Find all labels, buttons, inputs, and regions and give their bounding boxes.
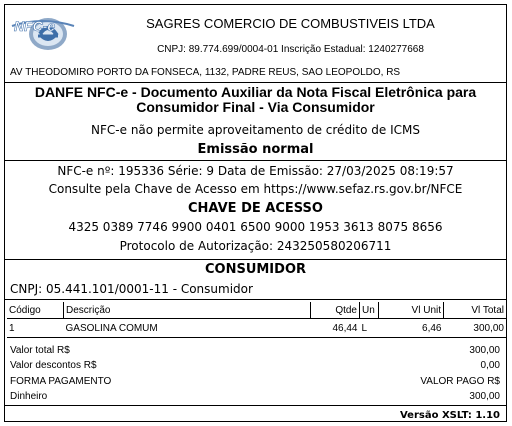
paid-label: VALOR PAGO R$ [420, 376, 500, 387]
payment-method-value: 300,00 [469, 391, 500, 402]
items-table [7, 302, 506, 338]
document-title-line1: DANFE NFC-e - Documento Auxiliar da Nota Fiscal Eletrônica para [34, 84, 477, 100]
item-total: 300,00 [444, 319, 507, 338]
document-title [5, 85, 506, 115]
col-unit: Un [360, 302, 379, 319]
divider [5, 259, 506, 260]
protocol-line: Protocolo de Autorização: 243250580206711 [119, 239, 392, 253]
col-qty: Qtde [311, 302, 360, 319]
access-key-title: CHAVE DE ACESSO [188, 201, 323, 216]
item-qty: 46,44 [311, 319, 360, 338]
credit-notice: NFC-e não permite aproveitamento de crédito de ICMS [91, 123, 420, 137]
consult-url-line: Consulte pela Chave de Acesso em https://www.sefaz.rs.gov.br/NFCE [48, 182, 463, 196]
col-code: Código [7, 302, 64, 319]
payment-label: FORMA PAGAMENTO [10, 376, 112, 387]
consumer-title: CONSUMIDOR [204, 262, 307, 277]
discount-label: Valor descontos R$ [10, 360, 97, 371]
col-description: Descrição [64, 302, 311, 319]
divider [5, 160, 506, 161]
item-unit: L [360, 319, 379, 338]
access-key: 4325 0389 7746 9900 0401 6500 9000 1953 3613 8075 8656 [68, 220, 443, 234]
nfce-number-line: NFC-e nº: 195336 Série: 9 Data de Emissão: 27/03/2025 08:19:57 [57, 164, 454, 178]
consumer-cnpj: CNPJ: 05.441.101/0001-11 - Consumidor [10, 282, 253, 296]
document-title-line2: Consumidor Final - Via Consumidor [136, 99, 375, 115]
items-header-row [7, 302, 506, 319]
divider [5, 299, 506, 300]
payment-method: Dinheiro [10, 391, 48, 402]
emission-type: Emissão normal [197, 142, 314, 157]
logo-text: NFC-e [14, 18, 56, 34]
xslt-version: Versão XSLT: 1.10 [399, 410, 500, 421]
company-address: AV THEODOMIRO PORTO DA FONSECA, 1132, PADRE REUS, SAO LEOPOLDO, RS [10, 67, 401, 78]
col-total: Vl Total [444, 302, 507, 319]
company-cnpj-ie: CNPJ: 89.774.699/0004-01 Inscrição Estadual: 1240277668 [157, 44, 424, 55]
item-description: GASOLINA COMUM [64, 319, 311, 338]
discount-value: 0,00 [480, 360, 500, 371]
col-unit-price: Vl Unit [379, 302, 444, 319]
item-code: 1 [7, 319, 64, 338]
nfce-receipt [4, 4, 507, 422]
nfce-logo [10, 12, 76, 52]
divider [5, 82, 506, 83]
table-row [7, 319, 506, 338]
company-name: SAGRES COMERCIO DE COMBUSTIVEIS LTDA [146, 16, 435, 31]
total-value: 300,00 [469, 345, 500, 356]
total-label: Valor total R$ [10, 345, 70, 356]
item-unit-price: 6,46 [379, 319, 444, 338]
divider [5, 405, 506, 406]
